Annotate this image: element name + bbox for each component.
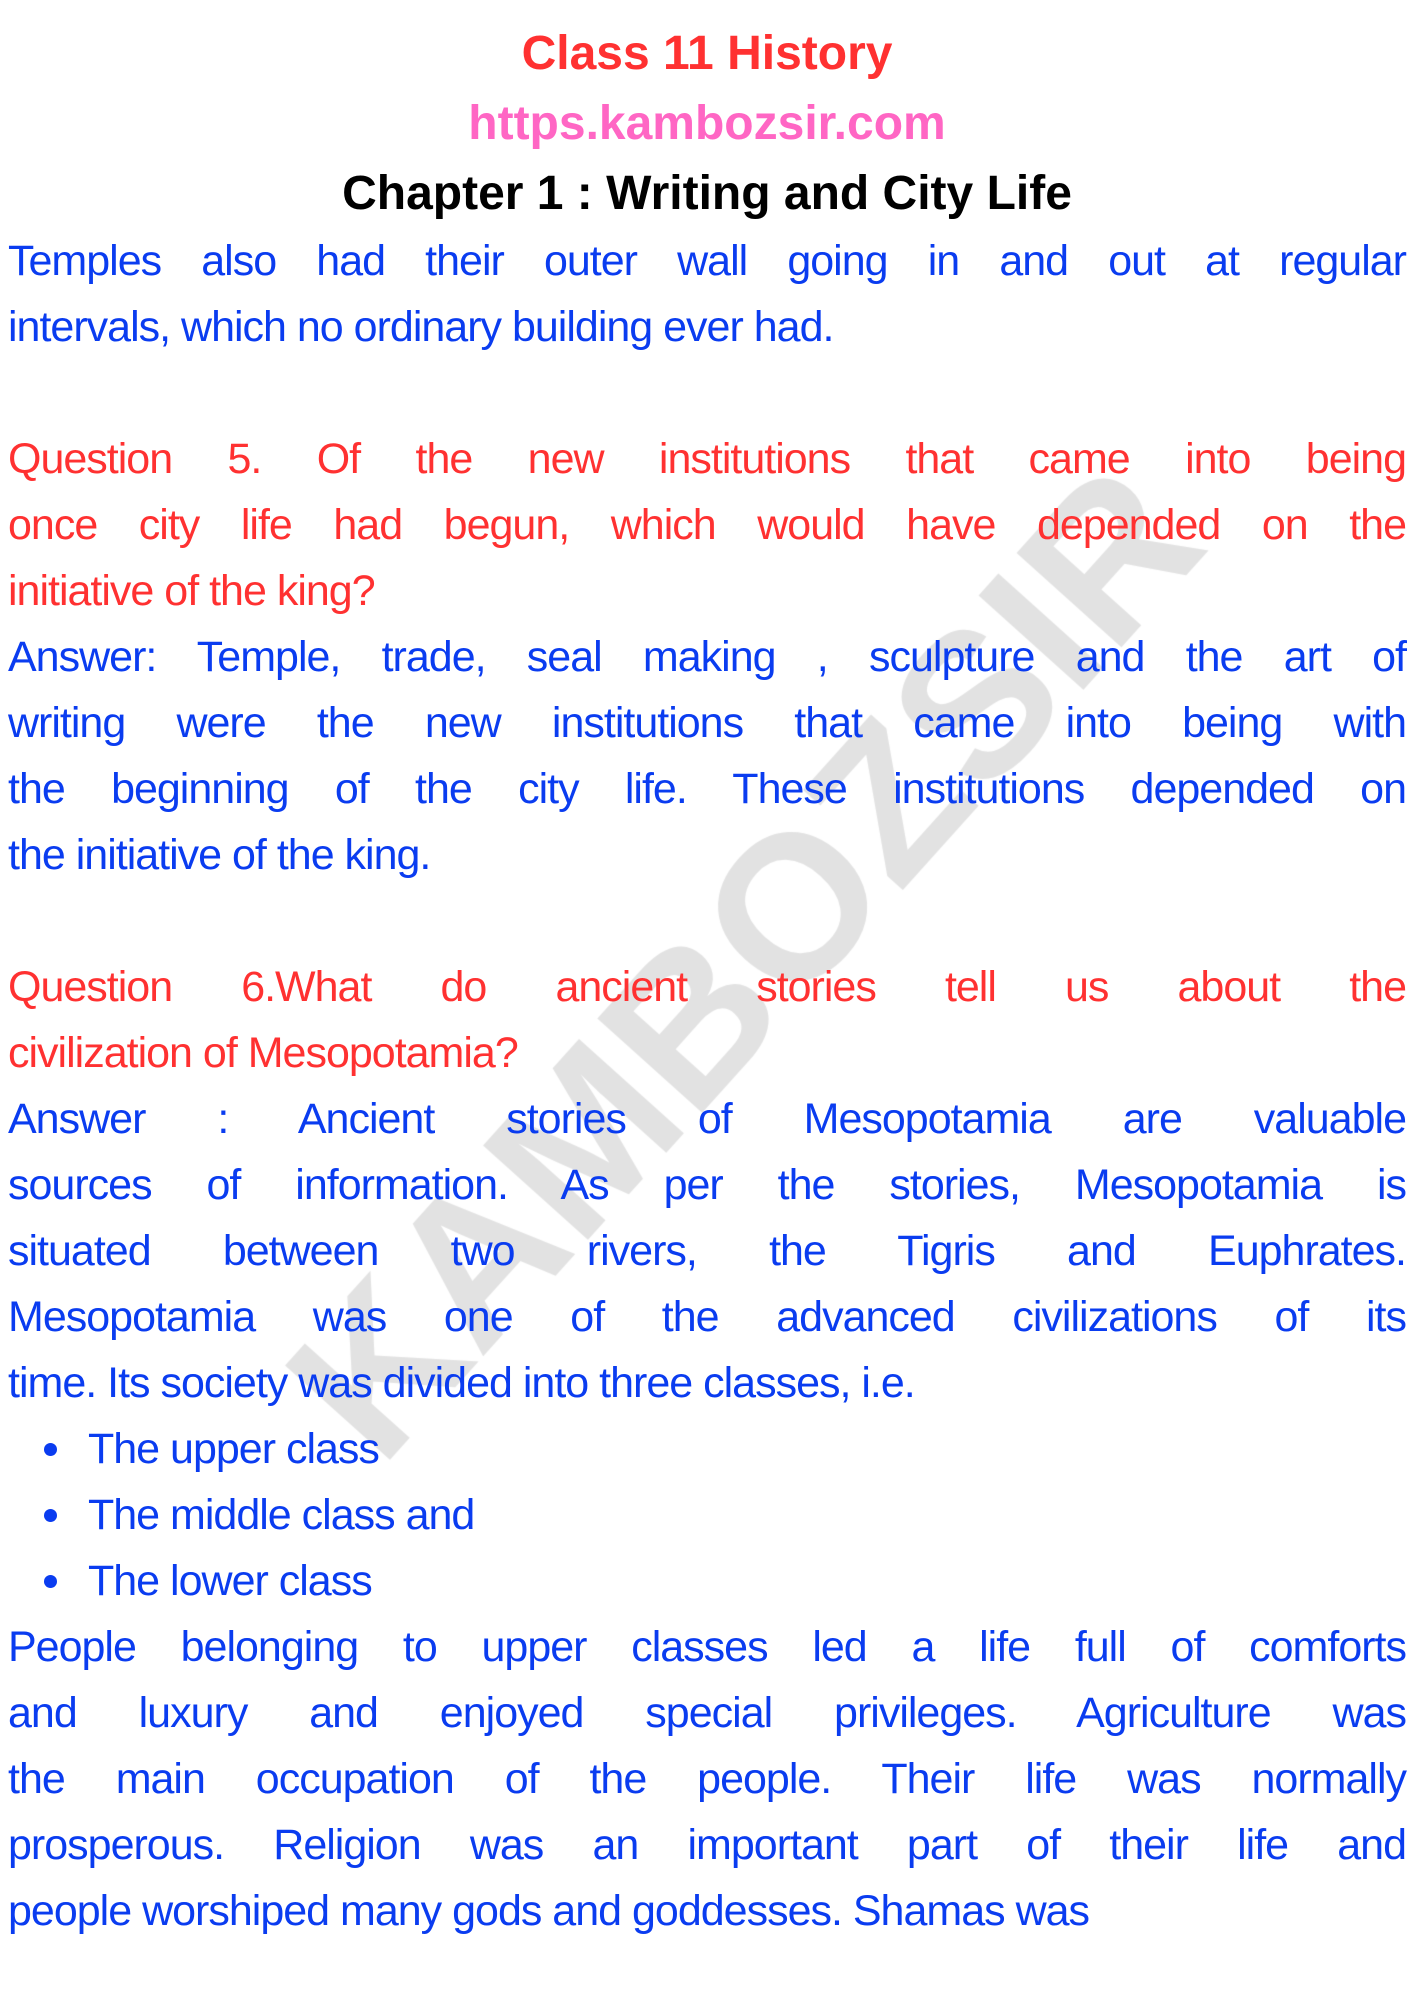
chapter-title: Chapter 1 : Writing and City Life <box>342 167 1072 220</box>
answer-line: Mesopotamia was one of the advanced civilizations of its <box>8 1293 1406 1341</box>
answer-line: writing were the new institutions that came into being with <box>8 699 1406 747</box>
answer-line: the main occupation of the people. Their life was normally <box>8 1755 1406 1803</box>
bullet-icon <box>44 1443 57 1456</box>
bullet-text: The lower class <box>88 1557 372 1605</box>
bullet-item <box>8 1416 1406 1482</box>
bullet-icon <box>44 1509 57 1522</box>
question-line: civilization of Mesopotamia? <box>8 1029 518 1077</box>
answer-line: time. Its society was divided into three classes, i.e. <box>8 1359 915 1407</box>
answer-line: the beginning of the city life. These institutions depended on <box>8 765 1406 813</box>
answer-line: Temples also had their outer wall going in and out at regular <box>8 237 1406 285</box>
question-line: Question 6.What do ancient stories tell us about the <box>8 963 1406 1011</box>
answer-line: and luxury and enjoyed special privileges. Agriculture was <box>8 1689 1406 1737</box>
question-line: once city life had begun, which would have depended on the <box>8 501 1406 549</box>
answer-line: Answer: Temple, trade, seal making , sculpture and the art of <box>8 633 1406 681</box>
question-line: initiative of the king? <box>8 567 375 615</box>
answer-line: sources of information. As per the stories, Mesopotamia is <box>8 1161 1406 1209</box>
answer-line: People belonging to upper classes led a life full of comforts <box>8 1623 1406 1671</box>
answer-line: intervals, which no ordinary building ever had. <box>8 303 834 351</box>
bullet-icon <box>44 1575 57 1588</box>
bullet-item <box>8 1548 1406 1614</box>
bullet-text: The middle class and <box>88 1491 475 1539</box>
site-url: https.kambozsir.com <box>468 97 946 150</box>
blank-line <box>8 360 1406 426</box>
blank-line <box>8 888 1406 954</box>
page-title: Class 11 History <box>521 27 893 80</box>
answer-line: the initiative of the king. <box>8 831 431 879</box>
question-line: Question 5. Of the new institutions that came into being <box>8 435 1406 483</box>
answer-line: situated between two rivers, the Tigris and Euphrates. <box>8 1227 1406 1275</box>
bullet-text: The upper class <box>88 1425 379 1473</box>
answer-line: Answer : Ancient stories of Mesopotamia are valuable <box>8 1095 1406 1143</box>
bullet-item <box>8 1482 1406 1548</box>
answer-line: people worshiped many gods and goddesses. Shamas was <box>8 1887 1090 1935</box>
answer-line: prosperous. Religion was an important part of their life and <box>8 1821 1406 1869</box>
content-body <box>8 228 1406 1944</box>
